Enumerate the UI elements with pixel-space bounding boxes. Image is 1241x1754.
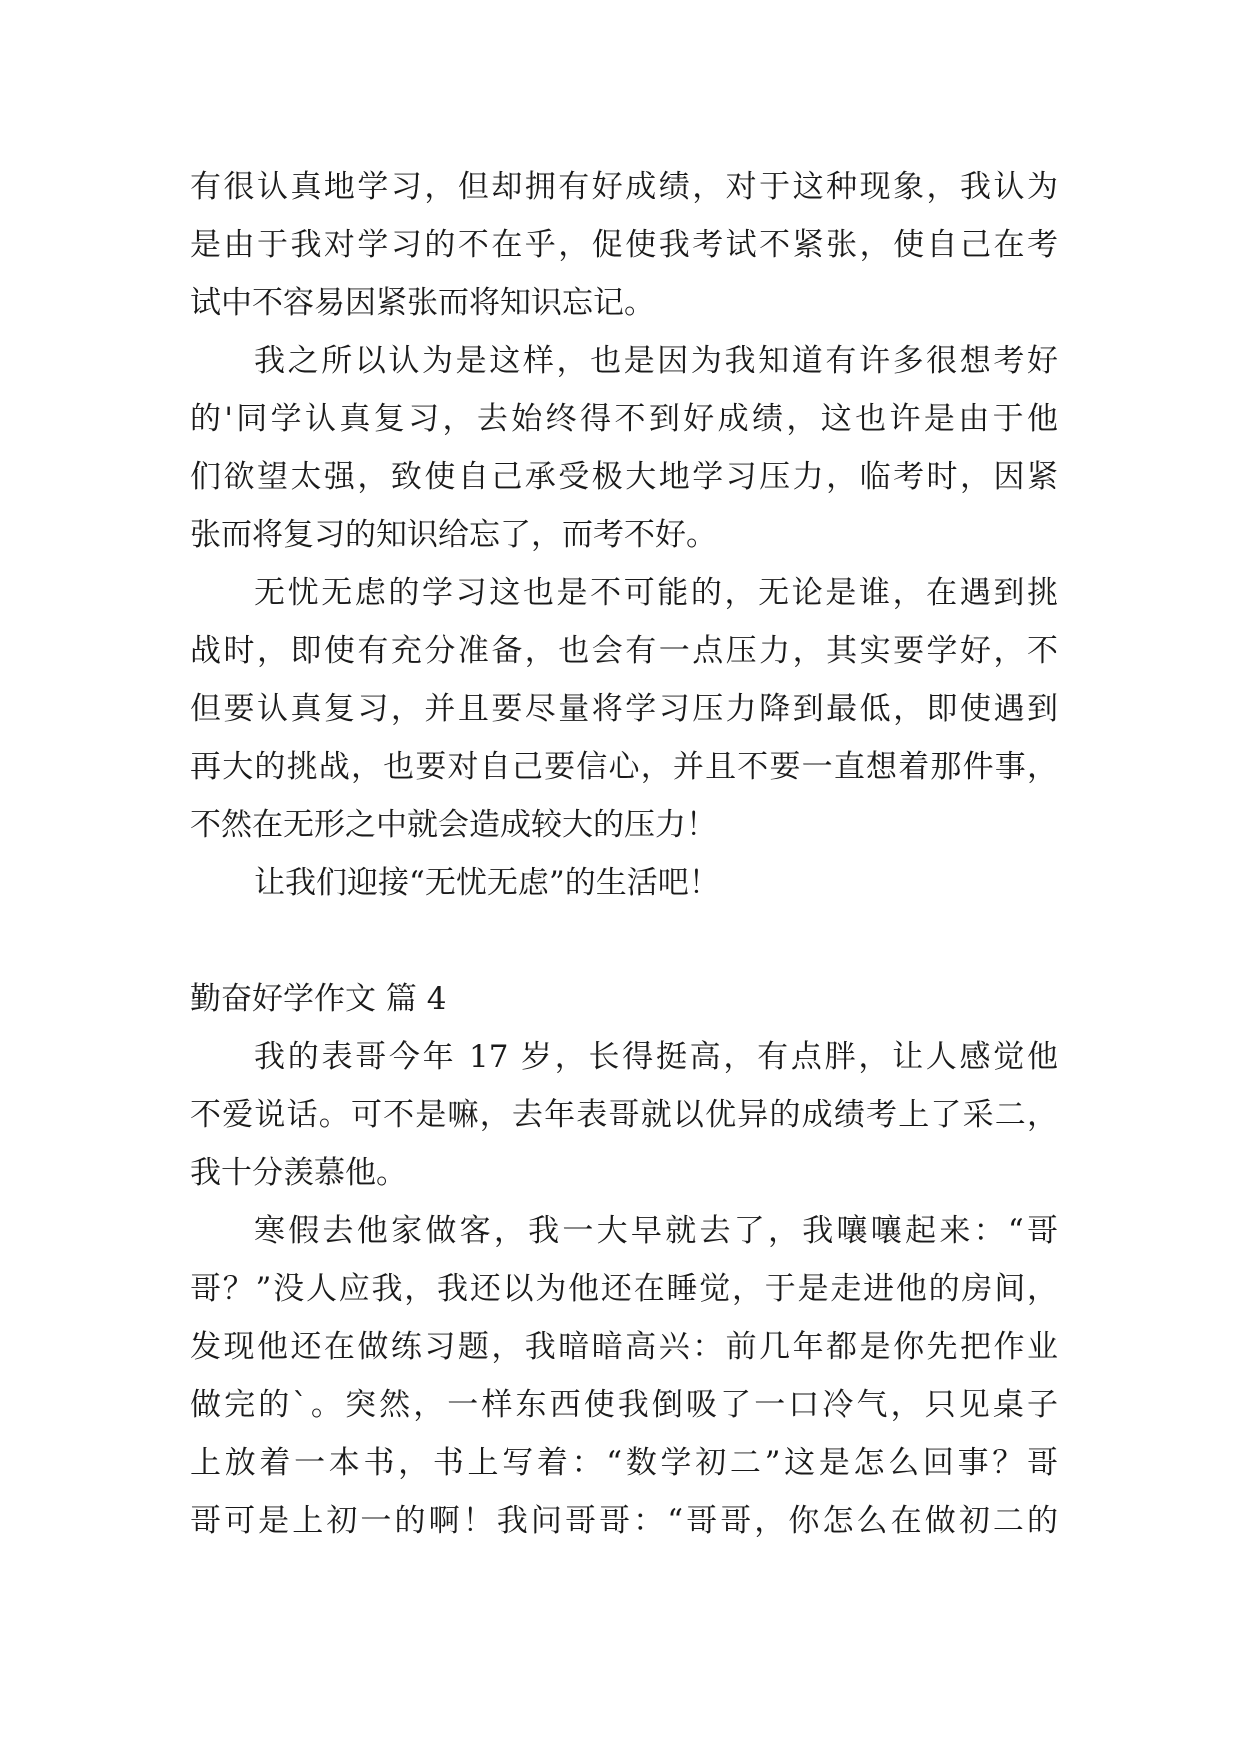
text-line: 是由于我对学习的不在乎，促使我考试不紧张，使自己在考 (190, 227, 1058, 263)
paragraph (190, 1028, 1058, 1202)
text-line: 试中不容易因紧张而将知识忘记。 (190, 285, 655, 321)
text-line: 寒假去他家做客，我一大早就去了，我嚷嚷起来：“哥 (254, 1213, 1058, 1249)
text-line: 我之所以认为是这样，也是因为我知道有许多很想考好 (254, 343, 1058, 379)
text-line: 的'同学认真复习，去始终得不到好成绩，这也许是由于他 (190, 401, 1058, 437)
paragraph (190, 332, 1058, 564)
text-line: 哥？”没人应我，我还以为他还在睡觉，于是走进他的房间， (190, 1271, 1058, 1307)
section-gap (190, 912, 1058, 970)
document-page (190, 158, 1058, 1550)
paragraph (190, 1202, 1058, 1550)
text-line: 有很认真地学习，但却拥有好成绩，对于这种现象，我认为 (190, 169, 1058, 205)
text-line: 不然在无形之中就会造成较大的压力！ (190, 807, 717, 843)
text-line: 发现他还在做练习题，我暗暗高兴：前几年都是你先把作业 (190, 1329, 1058, 1365)
text-line: 上放着一本书，书上写着：“数学初二”这是怎么回事？哥 (190, 1445, 1058, 1481)
paragraph (190, 564, 1058, 854)
text-line: 我的表哥今年 17 岁，长得挺高，有点胖，让人感觉他 (254, 1039, 1058, 1075)
text-line: 战时，即使有充分准备，也会有一点压力，其实要学好，不 (190, 633, 1058, 669)
text-line: 无忧无虑的学习这也是不可能的，无论是谁，在遇到挑 (254, 575, 1058, 611)
text-line: 但要认真复习，并且要尽量将学习压力降到最低，即使遇到 (190, 691, 1058, 727)
text-line: 让我们迎接“无忧无虑”的生活吧！ (254, 865, 720, 901)
text-line: 张而将复习的知识给忘了，而考不好。 (190, 517, 717, 553)
text-line: 再大的挑战，也要对自己要信心，并且不要一直想着那件事， (190, 749, 1058, 785)
text-line: 我十分羡慕他。 (190, 1155, 407, 1191)
text-line: 们欲望太强，致使自己承受极大地学习压力，临考时，因紧 (190, 459, 1058, 495)
text-line: 做完的`。突然，一样东西使我倒吸了一口冷气，只见桌子 (190, 1387, 1058, 1423)
text-line: 不爱说话。可不是嘛，去年表哥就以优异的成绩考上了采二， (190, 1097, 1058, 1133)
paragraph (190, 854, 1058, 912)
section-heading: 勤奋好学作文 篇 4 (190, 981, 447, 1017)
paragraph-continuation (190, 158, 1058, 332)
text-line: 哥可是上初一的啊！我问哥哥：“哥哥，你怎么在做初二的 (190, 1503, 1058, 1539)
